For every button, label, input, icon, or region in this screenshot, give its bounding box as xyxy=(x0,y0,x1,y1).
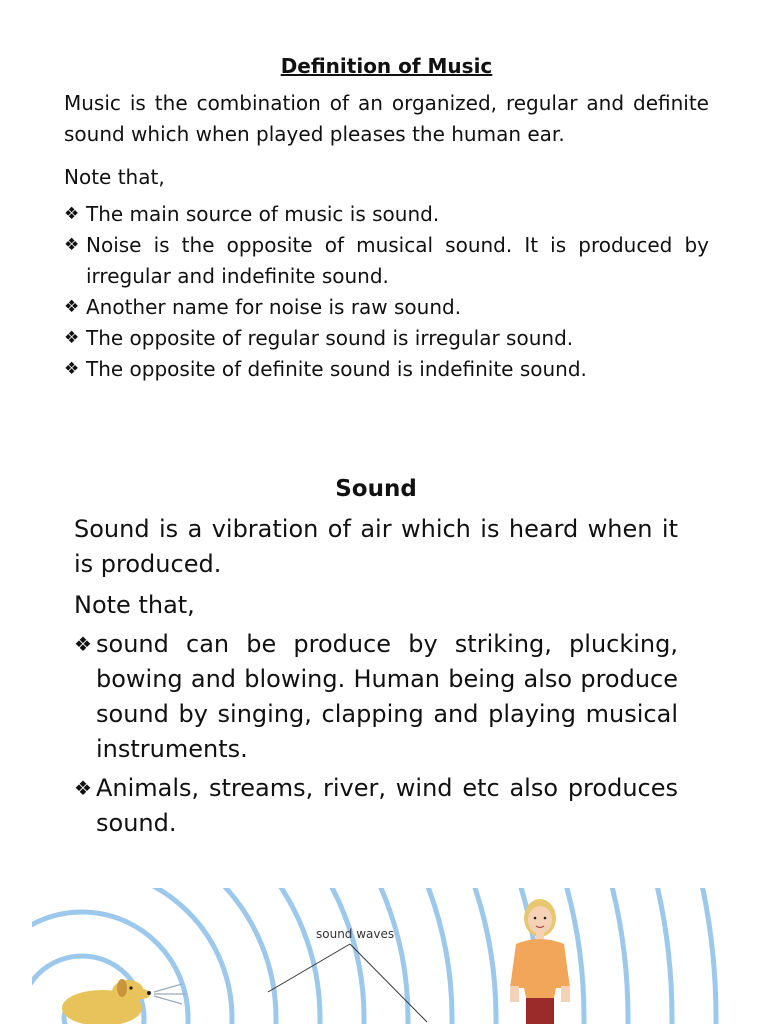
sound-section xyxy=(74,476,678,845)
list-item: ❖ Noise is the opposite of musical sound. It is produced by irregular and indefinite sound. xyxy=(64,230,709,292)
definition-list xyxy=(64,199,709,385)
list-item: ❖ Another name for noise is raw sound. xyxy=(64,292,709,323)
list-item: ❖ The opposite of definite sound is indefinite sound. xyxy=(64,354,709,385)
sound-waves-label: sound waves xyxy=(316,927,395,941)
definition-note: Note that, xyxy=(64,165,165,189)
list-item: ❖ Animals, streams, river, wind etc also produces sound. xyxy=(74,771,678,841)
diamond-bullet-icon: ❖ xyxy=(64,359,80,379)
diamond-bullet-icon: ❖ xyxy=(64,204,80,224)
diamond-bullet-icon: ❖ xyxy=(64,235,80,255)
sound-title: Sound xyxy=(335,476,417,502)
diamond-bullet-icon: ❖ xyxy=(74,776,92,800)
list-item: ❖ The opposite of regular sound is irregular sound. xyxy=(64,323,709,354)
sound-waves-illustration xyxy=(32,888,722,1024)
dog-icon xyxy=(62,979,186,1024)
diamond-bullet-icon: ❖ xyxy=(64,297,80,317)
list-item: ❖ sound can be produce by striking, plucking, bowing and blowing. Human being also produce sound by singing, clapping and playing musical instruments. xyxy=(74,627,678,767)
sound-list xyxy=(74,627,678,841)
definition-paragraph: Music is the combination of an organized, regular and definite sound which when played pleases the human ear. xyxy=(64,91,709,146)
sound-note: Note that, xyxy=(74,591,195,619)
definition-section xyxy=(64,54,709,385)
person-icon xyxy=(510,899,570,1024)
diamond-bullet-icon: ❖ xyxy=(64,328,80,348)
list-item: ❖ The main source of music is sound. xyxy=(64,199,709,230)
sound-waves-image xyxy=(32,888,722,1024)
diamond-bullet-icon: ❖ xyxy=(74,632,92,656)
definition-title: Definition of Music xyxy=(280,54,493,78)
sound-paragraph: Sound is a vibration of air which is heard when it is produced. xyxy=(74,515,678,578)
